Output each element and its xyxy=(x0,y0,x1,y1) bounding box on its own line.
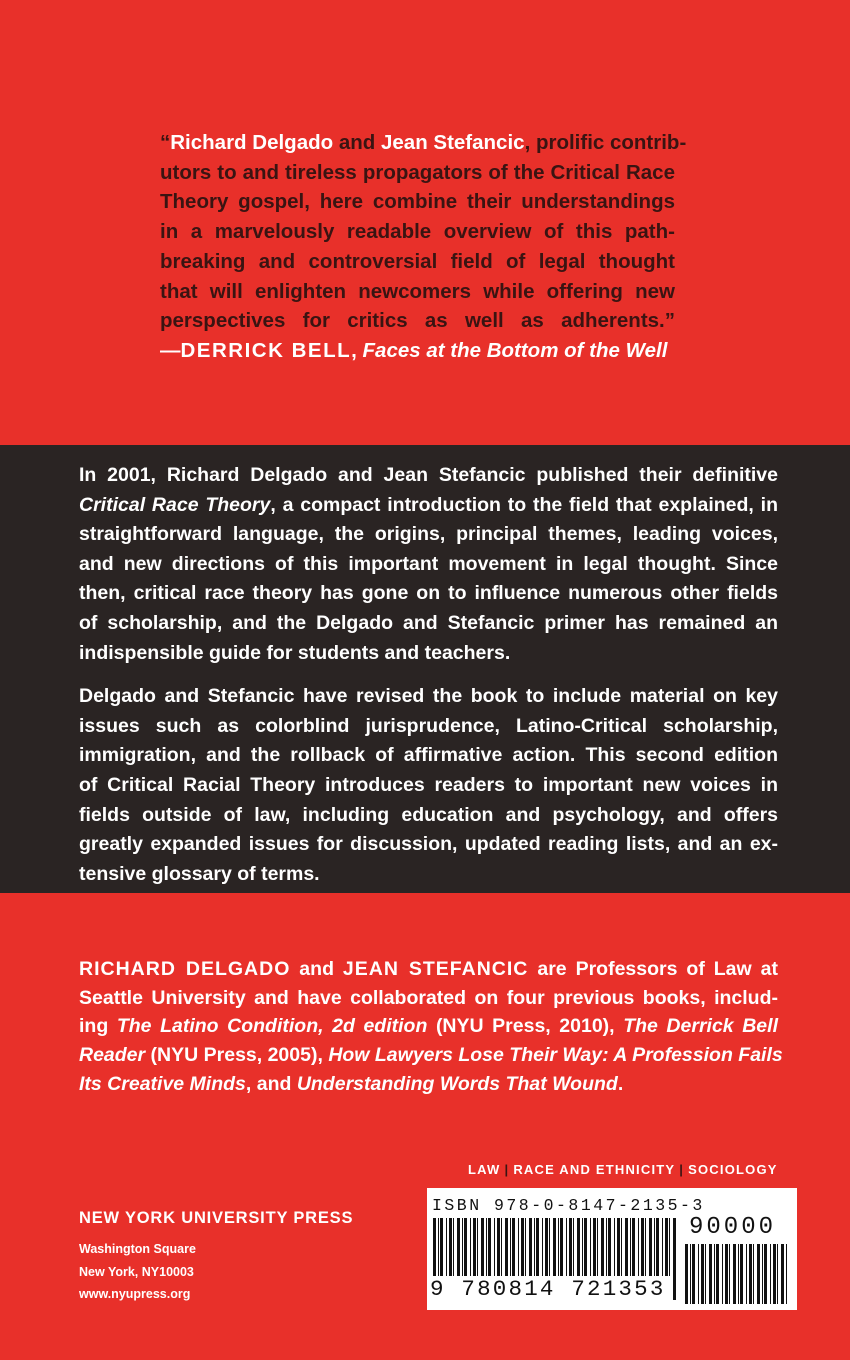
barcode-bar xyxy=(725,1244,728,1304)
bio-line-3-mid: (NYU Press, 2010), xyxy=(427,1015,624,1038)
barcode-bar xyxy=(733,1244,736,1304)
quote-attribution xyxy=(160,336,675,366)
attribution-name: DERRICK BELL xyxy=(180,338,352,362)
quote-author-2: Jean Stefancic xyxy=(380,131,525,154)
barcode-bar xyxy=(685,1244,688,1304)
barcode-bar xyxy=(740,1244,743,1304)
quote-line-3: Theory gospel, here combine their understandings xyxy=(160,190,675,214)
desc-p1-line-2-rest: , a compact introduction to the field that explained, in xyxy=(270,493,778,516)
barcode-bar xyxy=(722,1244,723,1304)
barcode-bar xyxy=(746,1244,747,1304)
barcode-bar xyxy=(698,1244,699,1304)
bio-line-4-mid: (NYU Press, 2005), xyxy=(145,1044,329,1067)
barcode-bar xyxy=(773,1244,776,1304)
bio-line-1 xyxy=(79,955,778,984)
attribution-separator: , xyxy=(351,338,363,362)
barcode-bar xyxy=(673,1218,676,1300)
publisher-name: NEW YORK UNIVERSITY PRESS xyxy=(79,1209,354,1227)
bio-line-5-mid: , and xyxy=(245,1072,297,1095)
desc-p2-line-2: issues such as colorblind jurisprudence, Latino-Critical scholarship, xyxy=(79,714,778,737)
barcode-bar xyxy=(762,1244,763,1304)
bio-line-3-pre: ing xyxy=(79,1015,117,1038)
barcode-bar xyxy=(709,1244,712,1304)
barcode-bar xyxy=(753,1244,754,1304)
quote-author-1: Richard Delgado xyxy=(170,131,334,154)
barcode-bar xyxy=(729,1244,730,1304)
bio-name-1: RICHARD DELGADO xyxy=(79,958,291,980)
bio-line-1-rest: are Professors of Law at xyxy=(528,958,778,980)
endorsement-quote xyxy=(160,128,687,366)
paragraph-gap xyxy=(79,668,778,682)
subject-categories xyxy=(468,1162,778,1177)
publisher-website: www.nyupress.org xyxy=(79,1287,191,1301)
desc-p1-line-7: indispensible guide for students and teachers. xyxy=(79,641,511,664)
barcode-bar xyxy=(738,1244,739,1304)
book-derrick-bell-reader-b: Reader xyxy=(79,1044,146,1067)
bio-line-5 xyxy=(79,1070,778,1099)
ean-digits: 9 780814 721353 xyxy=(430,1276,670,1302)
quote-line-7: perspectives for critics as well as adherents.” xyxy=(160,309,675,333)
book-derrick-bell-reader-a: The Derrick Bell xyxy=(623,1015,778,1038)
bio-line-3 xyxy=(79,1012,778,1041)
desc-p2-line-4: of Critical Racial Theory introduces readers to important new voices in xyxy=(79,773,778,796)
barcode-bar xyxy=(777,1244,778,1304)
barcode-bar xyxy=(764,1244,767,1304)
subject-race-ethnicity: RACE AND ETHNICITY xyxy=(513,1162,676,1177)
desc-p1-line-2 xyxy=(79,491,778,521)
quote-line-2: utors to and tireless propagators of the Critical Race xyxy=(160,160,675,184)
desc-p2-line-7: tensive glossary of terms. xyxy=(79,862,320,885)
bio-line-4 xyxy=(79,1041,783,1070)
description-band xyxy=(0,445,850,893)
desc-p2-line-1: Delgado and Stefancic have revised the book to include material on key xyxy=(79,685,778,708)
isbn-barcode xyxy=(427,1188,797,1310)
barcode-bar xyxy=(781,1244,784,1304)
open-quote-mark: “ xyxy=(160,131,171,154)
desc-p1-line-4: and new directions of this important movement in legal thought. Since xyxy=(79,552,778,575)
barcode-bar xyxy=(757,1244,760,1304)
subject-separator: | xyxy=(679,1162,685,1177)
desc-p1-line-1: In 2001, Richard Delgado and Jean Stefancic published their definitive xyxy=(79,464,778,486)
description-text xyxy=(79,461,778,889)
quote-and: and xyxy=(333,131,381,154)
quote-line-6: that will enlighten newcomers while offering new xyxy=(160,279,675,303)
subject-law: LAW xyxy=(468,1162,501,1177)
book-title-crt: Critical Race Theory xyxy=(79,493,271,516)
desc-p1-line-3: straightforward language, the origins, principal themes, leading voices, xyxy=(79,523,778,546)
desc-p2-line-5: fields outside of law, including education and psychology, and offers xyxy=(79,803,778,826)
barcode-bar xyxy=(749,1244,752,1304)
book-how-lawyers-a: How Lawyers Lose Their Way: A Profession Fails xyxy=(328,1044,783,1067)
barcode-bar xyxy=(701,1244,704,1304)
barcode-bar xyxy=(692,1244,695,1304)
quote-line-1 xyxy=(160,128,687,158)
publisher-address-2: New York, NY10003 xyxy=(79,1264,194,1279)
publisher-address-1: Washington Square xyxy=(79,1242,196,1256)
author-bio xyxy=(79,955,783,1099)
book-latino-condition: The Latino Condition, 2d edition xyxy=(116,1015,428,1038)
desc-p1-line-6: of scholarship, and the Delgado and Stefancic primer has remained an xyxy=(79,611,778,634)
subject-sociology: SOCIOLOGY xyxy=(688,1162,778,1177)
isbn-text: ISBN 978-0-8147-2135-3 xyxy=(432,1196,705,1215)
attribution-dash: — xyxy=(160,338,181,362)
desc-p1-line-5: then, critical race theory has gone on to influence numerous other fields xyxy=(79,582,778,605)
barcode-bar xyxy=(714,1244,715,1304)
subject-separator: | xyxy=(504,1162,510,1177)
quote-line-1-rest: , prolific contrib- xyxy=(524,131,687,154)
desc-p2-line-3: immigration, and the rollback of affirmative action. This second edition xyxy=(79,744,778,767)
attribution-work: Faces at the Bottom of the Well xyxy=(362,338,668,362)
barcode-bar xyxy=(770,1244,771,1304)
book-how-lawyers-b: Its Creative Minds xyxy=(79,1072,246,1095)
bio-line-5-end: . xyxy=(617,1072,624,1095)
bio-and: and xyxy=(290,958,343,980)
book-understanding-words: Understanding Words That Wound xyxy=(296,1072,618,1095)
quote-line-5: breaking and controversial field of legal thought xyxy=(160,249,675,273)
barcode-bar xyxy=(716,1244,719,1304)
price-code: 90000 xyxy=(689,1214,777,1241)
barcode-bar xyxy=(786,1244,787,1304)
barcode-bar xyxy=(705,1244,706,1304)
barcode-bar xyxy=(690,1244,691,1304)
publisher-block xyxy=(79,1209,353,1306)
bio-line-2: Seattle University and have collaborated on four previous books, includ- xyxy=(79,986,778,1009)
bio-name-2: JEAN STEFANCIC xyxy=(342,958,529,980)
quote-line-4: in a marvelously readable overview of this path- xyxy=(160,220,675,244)
desc-p2-line-6: greatly expanded issues for discussion, updated reading lists, and an ex- xyxy=(79,833,778,856)
